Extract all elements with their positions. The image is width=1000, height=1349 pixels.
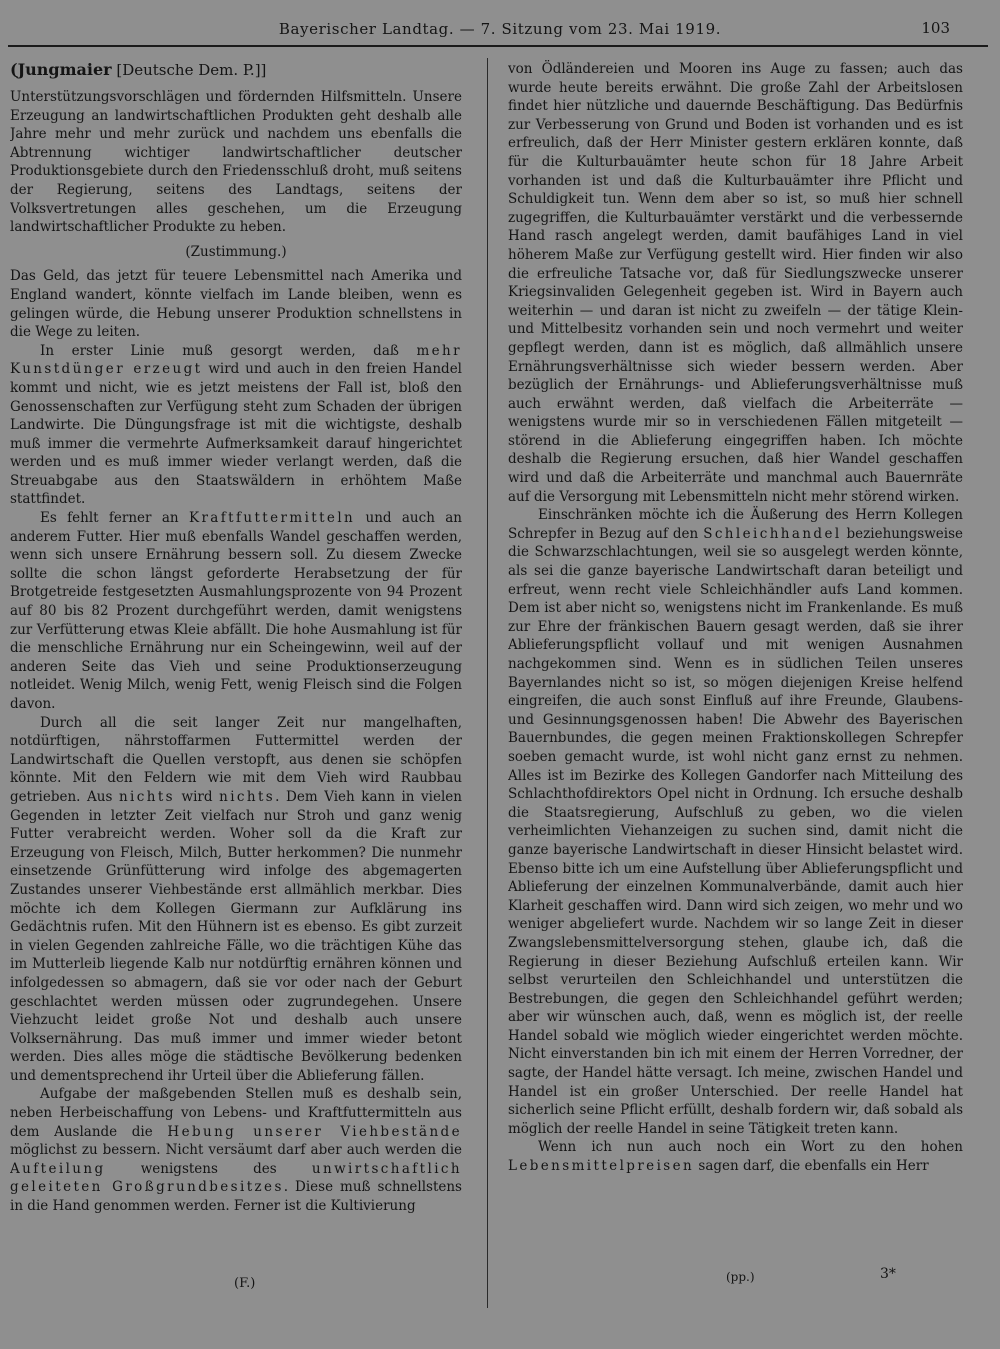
emphasis: nichts [219,788,276,805]
text-run: . Dem Vieh kann in vielen Gegenden in letzter Zeit vielfach nur Stroh und ganz wenig Futter verabreicht werden. Woher soll da die Kraft zur Erzeugung von Fleisch, Milch, Butter herkommen? Die nunmehr einsetzende Grünfütterung wird infolge des abgemagerten Zustandes unserer Viehbestände erst allmählich merkbar. Dies möchte ich dem Kollegen Giermann zur Aufklärung ins Gedächtnis rufen. Mit den Hühnern ist es ebenso. Es gibt zurzeit in vielen Gegenden zahlreiche Fälle, wo die trächtigen Kühe das im Mutterleib liegende Kalb nur notdürftig ernähren können und infolgedessen so abmagern, daß sie vor oder nach der Geburt geschlachtet werden müssen oder zugrundegehen. Unsere Viehzucht leidet große Not und deshalb auch unsere Volksernährung. Das muß immer und immer wieder betont werden. Dies alles möge die städtische Bevölkerung bedenken und dementsprechend ihr Urteil über die Ablieferung fällen. [10,788,462,1084]
interjection: (Zustimmung.) [185,243,287,260]
paragraph [10,342,462,509]
text-run: wird [174,788,220,805]
text-run: und auch an anderem Futter. Hier muß ebenfalls Wandel geschaffen werden, wenn sich unsere Ernährung bessern soll. Zu diesem Zwecke sollte die schon längst geforderte Herabsetzung der für Brotgetreide festgesetzten Ausmahlungsprozente von 94 Prozent auf 80 bis 82 Prozent durchgeführt werden, damit wenigstens zur Verfütterung etwas Kleie abfällt. Die hohe Ausmahlung ist für die menschliche Ernährung nur ein Scheingewinn, weil auf der anderen Seite das Vieh und seine Produktionserzeugung notleidet. Wenig Milch, wenig Fett, wenig Fleisch sind die Folgen davon. [10,510,462,712]
paragraph [508,506,963,1138]
text-run: . Diese muß schnellstens in die Hand genommen werden. Ferner ist die Kultivierung [10,1179,462,1215]
text-run: Es fehlt ferner an [40,510,189,527]
running-title: Bayerischer Landtag. — 7. Sitzung vom 23. Mai 1919. [278,20,722,38]
text-run: wird und auch in den freien Handel kommt und nicht, wie es jetzt meistens der Fall ist, bloß den Genossenschaften zur Verfügung steht zum Schaden der übrigen Landwirte. Die Düngungsfrage ist mit die wichtigste, deshalb muß immer die vermehrte Aufmerksamkeit darauf hingerichtet werden und es muß immer wieder verlangt werden, daß die Streuabgabe aus den Staatswäldern in erhöhtem Maße stattfindet. [10,361,462,508]
emphasis: Hebung unserer Viehbestände [167,1123,462,1140]
text-run: Aufgabe der maßgebenden Stellen muß es deshalb sein, neben Herbeischaffung von Lebens- und Kraftfuttermitteln aus dem Auslande die [10,1086,462,1140]
signature-mark: 3* [880,1266,896,1282]
paragraph: Unterstützungsvorschlägen und fördernden Hilfsmitteln. Unsere Erzeugung an landwirtschaftlichen Produkten geht deshalb alle Jahre mehr und mehr zurück und nachdem uns ebenfalls die Abtrennung wichtiger landwirtschaftlicher deutscher Produktionsgebiete durch den Friedensschluß droht, muß seitens der Regierung, seitens des Landtags, seitens der Volksvertretungen alles geschehen, um die Erzeugung landwirtschaftlicher Produkte zu heben. [10,89,462,236]
emphasis: Schleichhandel [703,525,842,542]
paragraph [10,714,462,1086]
emphasis: Aufteilung [10,1160,106,1177]
emphasis: mehr Kunstdünger erzeugt [10,342,462,378]
speaker-line [10,60,462,80]
emphasis: Lebensmittelpreisen [508,1158,695,1175]
paragraph [10,509,462,714]
text-run: wenigstens des [105,1160,312,1177]
emphasis: Kraftfuttermitteln [188,510,356,527]
text-run: Einschränken möchte ich die Äußerung des Herrn Kollegen Schrepfer in Bezug auf den [508,507,963,542]
text-run: möglichst zu bessern. Nicht versäumt darf aber auch werden die [10,1142,462,1159]
paragraph [10,1085,462,1215]
right-column [508,60,963,1277]
page-header [0,12,1000,42]
text-run: Wenn ich nun auch noch ein Wort zu den hohen [538,1139,963,1156]
text-run: beziehungsweise die Schwarzschlachtungen, weil sie so ausgelegt werden könnte, als sei die ganze bayerische Landwirtschaft daran beteiligt und erfreut, wenn recht viele Schleichhändler aufs Land kommen. Dem ist aber nicht so, wenigstens nicht im Frankenlande. Es muß zur Ehre der fränkischen Bauern gesagt werden, daß sie ihrer Ablieferungspflicht vollauf und mit wenigen Ausnahmen nachgekommen sind. Wenn es in südlichen Teilen unseres Bayernlandes nicht so ist, so mögen diejenigen Kreise helfend eingreifen, die auch sonst Einfluß auf ihre Freunde, Glaubens- und Gesinnungsgenossen haben! Die Abwehr des Bayerischen Bauernbundes, die gegen meinen Fraktionskollegen Schrepfer soeben gemacht wurde, ist wohl nicht ganz ernst zu nehmen. Alles ist im Bezirke des Kollegen Gandorfer nach Mitteilung des Schlachthofdirektors Opel nicht in Ordnung. Ich ersuche deshalb die Staatsregierung, Aufschluß zu geben, wo die vielen verheimlichten Viehanzeigen zu suchen sind, damit nicht die ganze bayerische Landwirtschaft in dieser Hinsicht belastet wird. Ebenso bitte ich um eine Aufstellung über Ablieferungspflicht und Ablieferung der einzelnen Kommunalverbände, damit auch hier Klarheit geschaffen wird. Dann wird sich zeigen, wo mehr und wo weniger abgeliefert wurde. Nachdem wir so lange Zeit in dieser Zwangslebensmittelversorgung stehen, glaube ich, daß die Regierung in dieser Beziehung Aufschluß erteilen kann. Wir selbst verurteilen den Schleichhandel und unterstützen die Bestrebungen, die gegen den Schleichhandel geführt werden; aber wir wünschen auch, daß, wenn es möglich ist, der reelle Handel sobald wie möglich wieder eingerichtet werden möchte. Nicht einverstanden bin ich mit einem der Herren Vorredner, der sagte, der Handel hätte versagt. Ich meine, zwischen Handel und Handel ist ein großer Unterschied. Der reelle Handel hat sicherlich seine Pflicht erfüllt, deshalb fordern wir, daß sobald als möglich der reelle Handel in seine Tätigkeit treten kann. [508,525,963,1137]
emphasis: nichts [118,788,175,805]
text-run: sagen darf, die ebenfalls ein Herr [694,1158,929,1175]
paragraph: von Ödländereien und Mooren ins Auge zu fassen; auch das wurde heute bereits erwähnt. Die große Zahl der Arbeitslosen findet hier nützliche und dauernde Beschäftigung. Das Bedürfnis zur Verbesserung von Grund und Boden ist vorhanden und es ist erfreulich, daß der Herr Minister gestern erklären konnte, daß für die Kulturbauämter heute schon für 18 Jahre Arbeit vorhanden ist und daß die Kulturbauämter ihre Pflicht und Schuldigkeit tun. Wenn dem aber so ist, so muß hier schnell zugegriffen, die Kulturbauämter verstärkt und die verbessernde Hand rasch angelegt werden, damit baufähiges Land in viel höherem Maße zur Verfügung gestellt wird. Hier finden wir also die erfreuliche Tatsache vor, daß für Siedlungszwecke unserer Kriegsinvaliden Gelegenheit gegeben ist. Wird in Bayern auch weiterhin — und daran ist nicht zu zweifeln — der tätige Klein- und Mittelbesitz vorhanden sein und noch vermehrt und weiter gepflegt werden, dann ist es möglich, daß allmählich unsere Ernährungsverhältnisse sich wieder bessern werden. Aber bezüglich der Ernährungs- und Ablieferungsverhältnisse muß auch erwähnt werden, daß vielfach die Arbeiterräte — wenigstens wurde mir so in verschiedenen Fällen mitgeteilt — störend in die Ablieferung eingegriffen haben. Ich möchte deshalb die Regierung ersuchen, daß hier Wandel geschaffen wird und daß die Arbeiterräte und manchmal auch Bauernräte auf die Versorgung mit Lebensmitteln nicht mehr störend wirken. [508,61,963,505]
speaker-name: (Jungmaier [10,60,112,79]
column-divider [487,58,488,1308]
speaker-party: [Deutsche Dem. P.]] [116,61,267,79]
page-number: 103 [921,19,950,37]
left-column [10,60,462,1277]
emphasis: unwirtschaftlich geleiteten Großgrundbesitzes [10,1160,462,1196]
text-run: Durch all die seit langer Zeit nur mangelhaften, notdürftigen, nährstoffarmen Futtermittel werden der Landwirtschaft die Quellen verstopft, aus denen sie schöpfen könnte. Mit den Feldern wie mit dem Vieh wird Raubbau getrieben. Aus [10,714,462,805]
text-run: In erster Linie muß gesorgt werden, daß [40,342,417,359]
footer-mark-left: (F.) [234,1276,256,1291]
header-rule [8,45,988,47]
footer-mark-middle: (pp.) [726,1270,755,1284]
paragraph: Das Geld, das jetzt für teuere Lebensmittel nach Amerika und England wandert, könnte vielfach im Lande bleiben, wenn es gelingen würde, die Hebung unserer Produktion schnellstens in die Wege zu leiten. [10,268,462,341]
paragraph [508,1138,963,1175]
